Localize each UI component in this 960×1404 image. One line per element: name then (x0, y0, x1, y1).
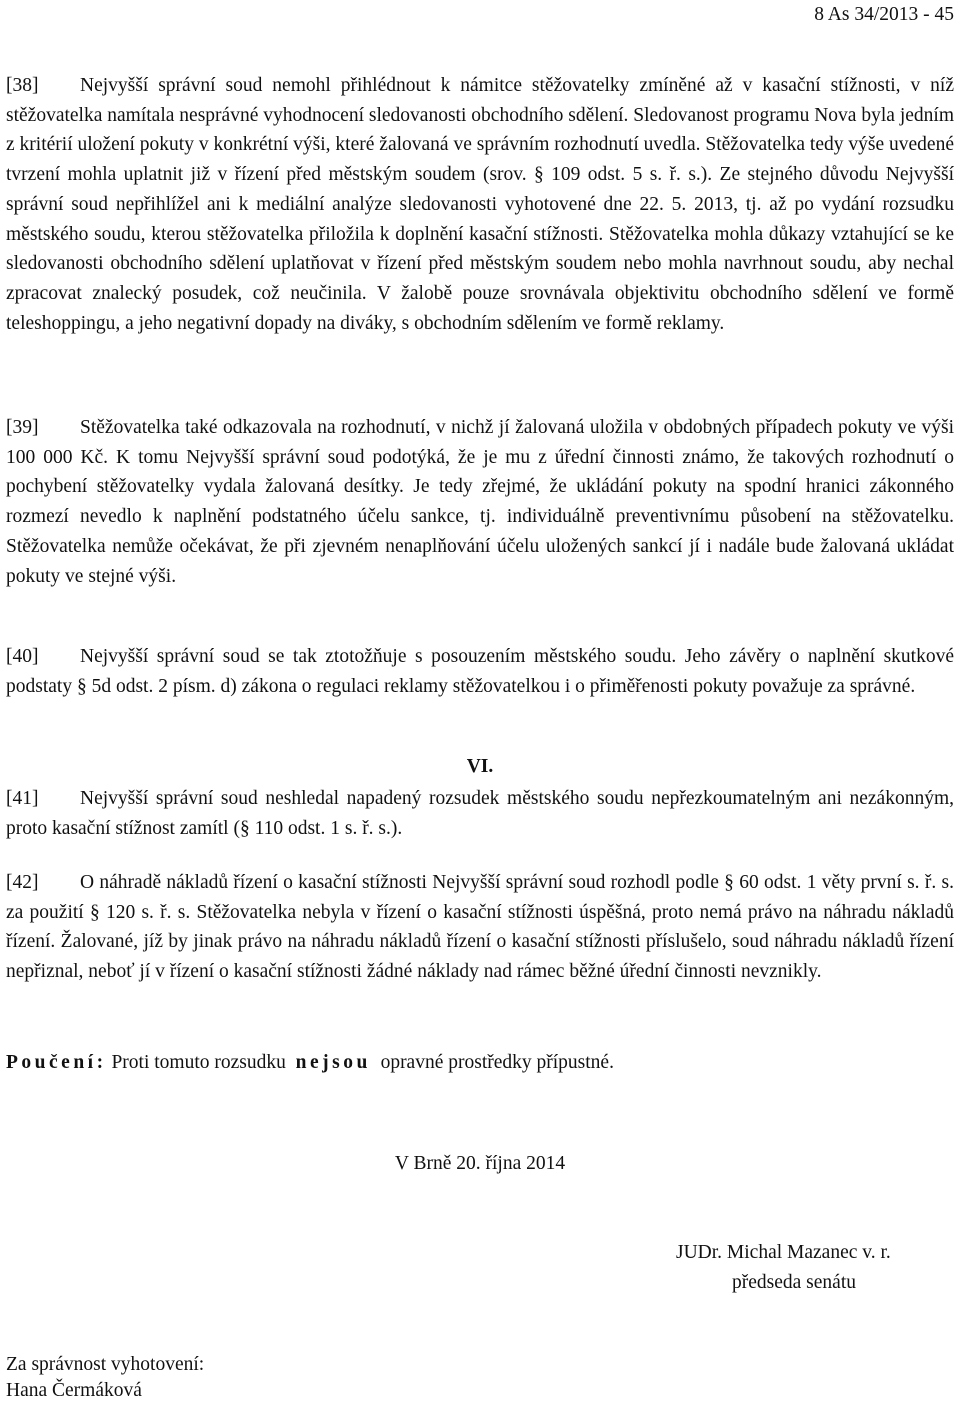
instruction-label: Poučení: (6, 1052, 107, 1073)
paragraph-number: [42] (6, 872, 39, 893)
paragraph-42 (6, 868, 954, 987)
instruction-emphasis: nejsou (295, 1052, 371, 1073)
signatory-name: JUDr. Michal Mazanec v. r. (676, 1242, 891, 1263)
signatory-role: předseda senátu (732, 1271, 856, 1293)
certification-name: Hana Čermáková (6, 1380, 142, 1401)
paragraph-41 (6, 784, 954, 843)
section-heading: VI. (466, 756, 494, 777)
paragraph-38 (6, 71, 954, 338)
instruction-text: Proti tomuto rozsudku (111, 1052, 286, 1073)
signature-block (676, 1238, 891, 1297)
place-date: V Brně 20. října 2014 (394, 1153, 566, 1174)
paragraph-number: [41] (6, 788, 39, 809)
paragraph-text: O náhradě nákladů řízení o kasační stížnosti Nejvyšší správní soud rozhodl podle § 60 odst. 1 věty první s. ř. s. za použití § 120 s. ř. s. Stěžovatelka nebyla v řízení o kasační stížnosti úspěšná, proto nemá právo na náhradu nákladů řízení. Žalované, jíž by jinak právo na náhradu nákladů řízení o kasační stížnosti příslušelo, soud náhradu nákladů řízení nepřiznal, neboť jí v řízení o kasační stížnosti žádné náklady nad rámec běžné úřední činnosti nevznikly. (6, 872, 954, 983)
paragraph-text: Nejvyšší správní soud se tak ztotožňuje s posouzením městského soudu. Jeho závěry o naplnění skutkové podstaty § 5d odst. 2 písm. d) zákona o regulaci reklamy stěžovatelkou i o přiměřenosti pokuty považuje za správné. (6, 646, 954, 697)
certification-label: Za správnost vyhotovení: (6, 1354, 205, 1375)
instruction-text-end: opravné prostředky přípustné. (380, 1052, 614, 1073)
paragraph-number: [38] (6, 75, 39, 96)
paragraph-40 (6, 642, 954, 701)
paragraph-number: [40] (6, 646, 39, 667)
case-reference: 8 As 34/2013 - 45 (814, 4, 954, 25)
paragraph-text: Nejvyšší správní soud nemohl přihlédnout k námitce stěžovatelky zmíněné až v kasační stížnosti, v níž stěžovatelka namítala nesprávné vyhodnocení sledovanosti obchodního sdělení. Sledovanost programu Nova byla jedním z kritérií uložení pokuty v konkrétní výši, které žalovaná ve správním rozhodnutí uvedla. Stěžovatelka tedy výše uvedené tvrzení mohla uplatnit již v řízení před městským soudem (srov. § 109 odst. 5 s. ř. s.). Ze stejného důvodu Nejvyšší správní soud nepřihlížel ani k mediální analýze sledovanosti vyhotovené dne 22. 5. 2013, tj. až po vydání rozsudku městského soudu, kterou stěžovatelka přiložila k doplnění kasační stížnosti. Stěžovatelka mohla důkazy vztahující se ke sledovanosti obchodního sdělení uplatňovat v řízení před městským soudem nebo mohla navrhnout soudu, aby nechal zpracovat znalecký posudek, což neučinila. V žalobě pouze srovnávala objektivitu obchodního sdělení ve formě teleshoppingu, a jeho negativní dopady na diváky, s obchodním sdělením ve formě reklamy. (6, 75, 954, 334)
certification-block (6, 1352, 204, 1404)
paragraph-39 (6, 413, 954, 591)
paragraph-text: Stěžovatelka také odkazovala na rozhodnutí, v nichž jí žalovaná uložila v obdobných případech pokuty ve výši 100 000 Kč. K tomu Nejvyšší správní soud podotýká, že je mu z úřední činnosti známo, že takových rozhodnutí o pochybení stěžovatelky vydala žalovaná desítky. Je tedy zřejmé, že ukládání pokuty na spodní hranici zákonného rozmezí nevedlo k naplnění podstatného účelu sankce, tj. individuálně preventivnímu působení na stěžovatelku. Stěžovatelka nemůže očekávat, že při zjevném nenaplňování účelu uložených sankcí jí i nadále bude žalovaná ukládat pokuty ve stejné výši. (6, 417, 954, 587)
paragraph-text: Nejvyšší správní soud neshledal napadený rozsudek městského soudu nepřezkoumatelným ani nezákonným, proto kasační stížnost zamítl (§ 110 odst. 1 s. ř. s.). (6, 788, 954, 839)
appeal-instruction (6, 1052, 614, 1074)
paragraph-number: [39] (6, 417, 39, 438)
